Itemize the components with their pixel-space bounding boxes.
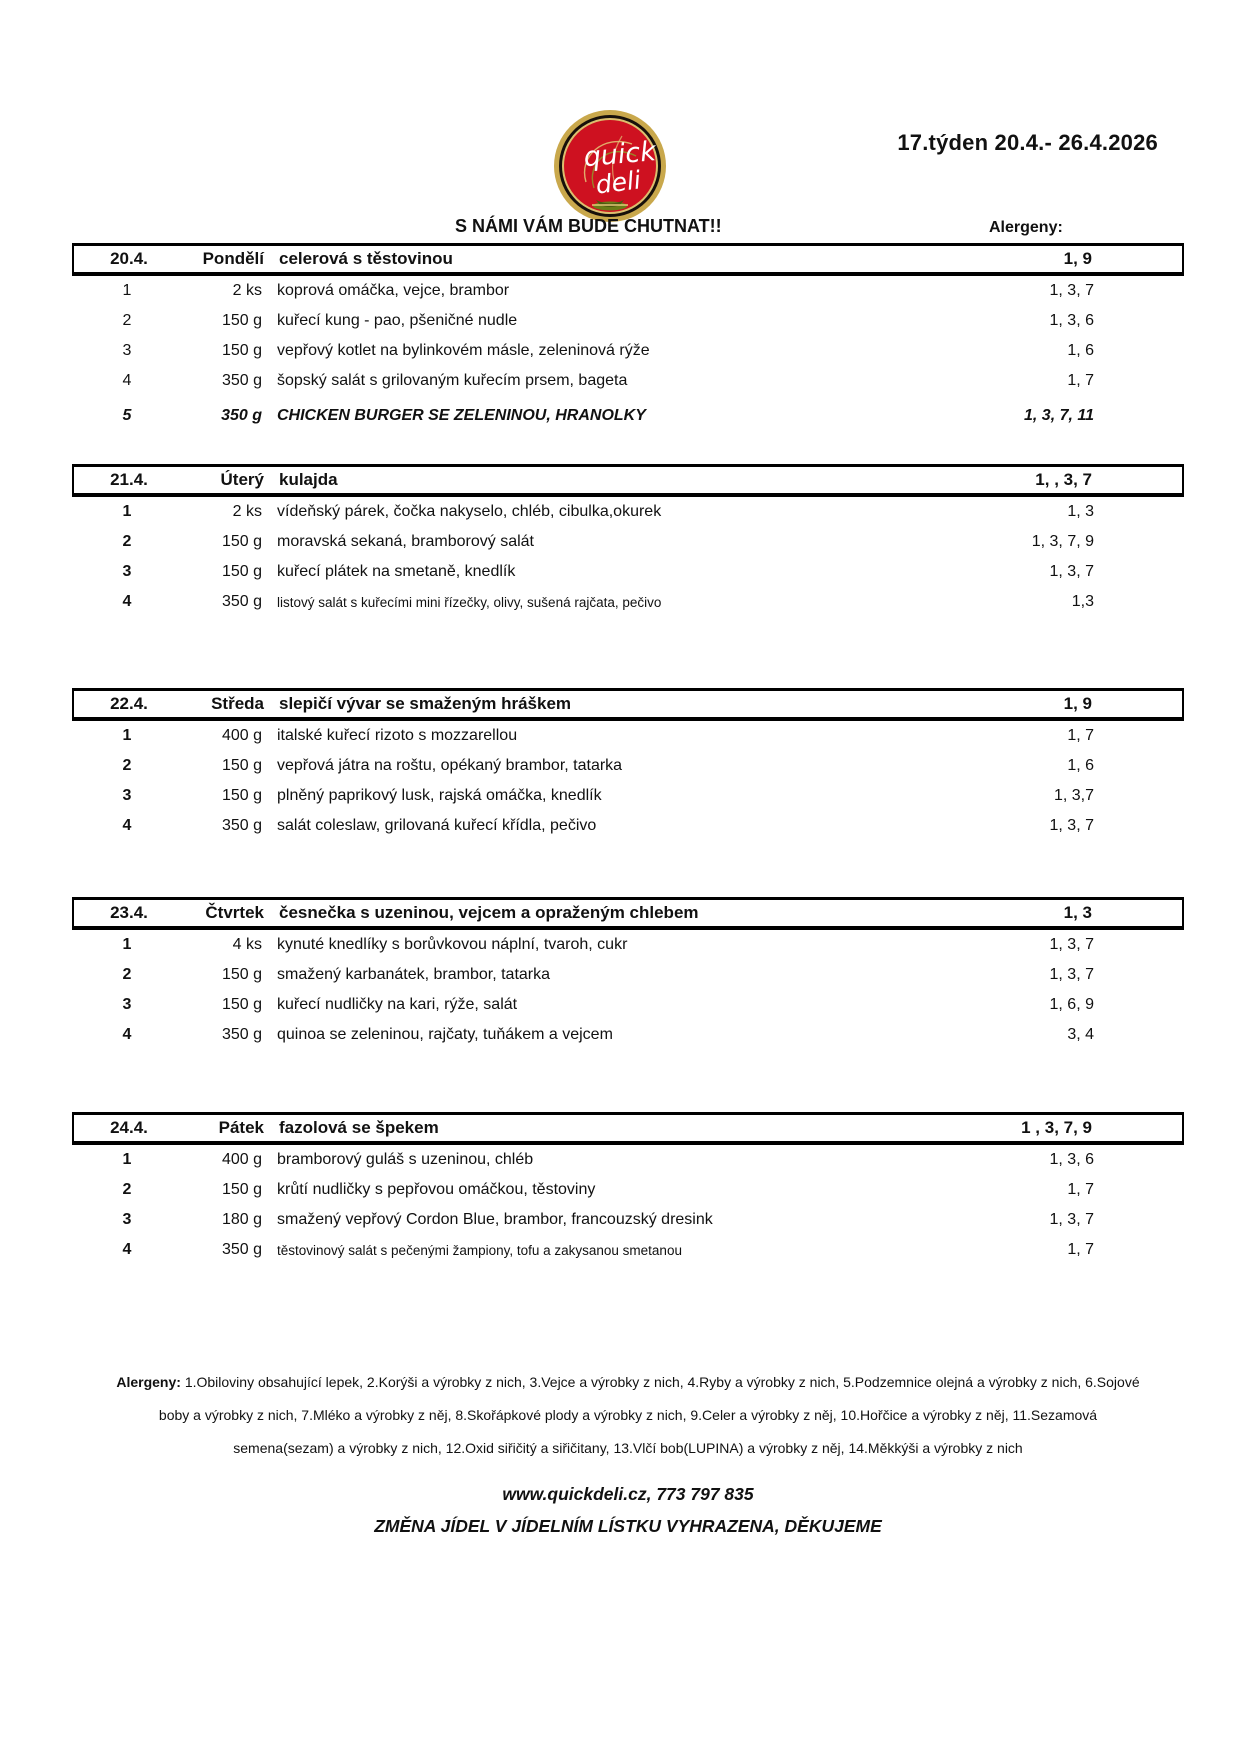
- menu-row: [72, 1145, 1184, 1175]
- soup-allergens: 1, 3: [1063, 903, 1092, 922]
- day-header: [72, 464, 1184, 497]
- allergen-legend: [72, 1366, 1184, 1465]
- day-name: Pátek: [218, 1118, 264, 1137]
- item-allergens: 1, 3: [1067, 503, 1094, 520]
- tagline: S NÁMI VÁM BUDE CHUTNAT!!: [455, 216, 722, 236]
- item-number: 3: [122, 563, 132, 580]
- item-allergens: 1, 6, 9: [1049, 996, 1094, 1013]
- contact-block: [72, 1478, 1184, 1542]
- allergens-column-label: Alergeny:: [989, 219, 1063, 236]
- item-quantity: 350 g: [221, 1241, 262, 1258]
- menu-row: [72, 587, 1184, 617]
- item-quantity: 150 g: [221, 342, 262, 359]
- item-number: 4: [122, 1241, 132, 1258]
- day-block-thursday: [72, 897, 1184, 1050]
- logo-word-quick: quick: [582, 136, 658, 174]
- menu-row: [72, 1020, 1184, 1050]
- item-number: 3: [122, 342, 132, 359]
- website-line: www.quickdeli.cz, 773 797 835: [502, 1484, 754, 1504]
- day-header: [72, 897, 1184, 930]
- item-quantity: 150 g: [221, 312, 262, 329]
- day-date: 21.4.: [110, 470, 148, 489]
- item-number: 2: [122, 1181, 132, 1198]
- item-number: 4: [122, 372, 132, 389]
- item-allergens: 1, 3, 6: [1049, 312, 1094, 329]
- menu-row: [72, 781, 1184, 811]
- notice-line: ZMĚNA JÍDEL V JÍDELNÍM LÍSTKU VYHRAZENA, DĚKUJEME: [374, 1516, 882, 1536]
- soup-allergens: 1, , 3, 7: [1035, 470, 1092, 489]
- menu-row: [72, 306, 1184, 336]
- item-dish: quinoa se zeleninou, rajčaty, tuňákem a vejcem: [277, 1026, 613, 1043]
- day-header: [72, 243, 1184, 276]
- item-dish: listový salát s kuřecími mini řízečky, olivy, sušená rajčata, pečivo: [277, 594, 662, 610]
- item-allergens: 1, 3, 7: [1049, 966, 1094, 983]
- soup-allergens: 1, 9: [1063, 249, 1092, 268]
- item-number: 5: [122, 407, 132, 424]
- item-number: 3: [122, 996, 132, 1013]
- item-dish: těstovinový salát s pečenými žampiony, tofu a zakysanou smetanou: [277, 1242, 682, 1258]
- menu-row: [72, 960, 1184, 990]
- item-dish: bramborový guláš s uzeninou, chléb: [277, 1151, 534, 1168]
- item-number: 4: [122, 817, 132, 834]
- item-allergens: 1, 3, 7, 11: [1024, 407, 1094, 424]
- item-allergens: 1, 3, 7: [1049, 817, 1094, 834]
- item-number: 4: [122, 1026, 132, 1043]
- day-header: [72, 1112, 1184, 1145]
- item-dish: smažený vepřový Cordon Blue, brambor, francouzský dresink: [277, 1211, 713, 1228]
- item-number: 2: [122, 533, 132, 550]
- item-quantity: 4 ks: [232, 936, 262, 953]
- menu-row: [72, 527, 1184, 557]
- item-quantity: 350 g: [221, 1026, 262, 1043]
- item-dish: smažený karbanátek, brambor, tatarka: [277, 966, 551, 983]
- item-quantity: 150 g: [221, 996, 262, 1013]
- soup-allergens: 1 , 3, 7, 9: [1021, 1118, 1092, 1137]
- item-number: 1: [122, 727, 132, 744]
- item-allergens: 1, 7: [1067, 372, 1094, 389]
- item-dish: plněný paprikový lusk, rajská omáčka, knedlík: [277, 787, 602, 804]
- page-header: [0, 0, 1240, 243]
- item-dish: šopský salát s grilovaným kuřecím prsem, bageta: [277, 372, 628, 389]
- menu-row: [72, 930, 1184, 960]
- allergen-legend-line: semena(sezam) a výrobky z nich, 12.Oxid siřičitý a siřičitany, 13.Vlčí bob(LUPINA) a výrobky z něj, 14.Měkkýši a výrobky z nich: [233, 1440, 1023, 1456]
- soup-allergens: 1, 9: [1063, 694, 1092, 713]
- item-number: 1: [122, 282, 132, 299]
- item-quantity: 400 g: [221, 727, 262, 744]
- item-allergens: 1, 3, 7, 9: [1031, 533, 1094, 550]
- item-allergens: 1, 7: [1067, 1241, 1094, 1258]
- item-quantity: 150 g: [221, 757, 262, 774]
- item-number: 4: [122, 593, 132, 610]
- item-dish: CHICKEN BURGER SE ZELENINOU, HRANOLKY: [277, 407, 646, 424]
- day-date: 23.4.: [110, 903, 148, 922]
- day-block-friday: [72, 1112, 1184, 1265]
- item-dish: vepřová játra na roštu, opékaný brambor, tatarka: [277, 757, 623, 774]
- menu-row: [72, 990, 1184, 1020]
- item-quantity: 2 ks: [232, 503, 262, 520]
- menu-row: [72, 497, 1184, 527]
- item-quantity: 150 g: [221, 966, 262, 983]
- item-number: 1: [122, 936, 132, 953]
- menu-row: [72, 721, 1184, 751]
- item-allergens: 1, 6: [1067, 757, 1094, 774]
- allergen-legend-label: Alergeny:: [116, 1374, 181, 1390]
- item-dish: vepřový kotlet na bylinkovém másle, zeleninová rýže: [277, 342, 650, 359]
- item-allergens: 1, 3, 7: [1049, 563, 1094, 580]
- day-name: Úterý: [220, 470, 264, 489]
- item-allergens: 1, 3, 7: [1049, 936, 1094, 953]
- day-block-tuesday: [72, 464, 1184, 617]
- soup-name: celerová s těstovinou: [279, 249, 453, 268]
- item-dish: vídeňský párek, čočka nakyselo, chléb, cibulka,okurek: [277, 503, 662, 520]
- item-allergens: 1, 3, 7: [1049, 1211, 1094, 1228]
- item-dish: koprová omáčka, vejce, brambor: [277, 282, 510, 299]
- item-quantity: 350 g: [221, 407, 262, 424]
- item-number: 1: [122, 503, 132, 520]
- item-allergens: 1, 3,7: [1053, 787, 1094, 804]
- item-allergens: 3, 4: [1067, 1026, 1094, 1043]
- item-quantity: 150 g: [221, 787, 262, 804]
- item-dish: kuřecí kung - pao, pšeničné nudle: [277, 312, 518, 329]
- allergen-legend-line: Alergeny: 1.Obiloviny obsahující lepek, 2.Korýši a výrobky z nich, 3.Vejce a výrobky z nich, 4.Ryby a výrobky z nich, 5.Podzemnice olejná a výrobky z nich, 6.Sojové: [116, 1374, 1140, 1390]
- item-allergens: 1, 3, 7: [1049, 282, 1094, 299]
- menu-row: [72, 276, 1184, 306]
- item-number: 3: [122, 787, 132, 804]
- item-quantity: 400 g: [221, 1151, 262, 1168]
- day-name: Čtvrtek: [205, 903, 264, 922]
- quickdeli-logo-icon: [552, 108, 668, 224]
- item-quantity: 150 g: [221, 563, 262, 580]
- day-block-monday: [72, 243, 1184, 431]
- item-quantity: 150 g: [221, 533, 262, 550]
- day-date: 24.4.: [110, 1118, 148, 1137]
- item-allergens: 1, 3, 6: [1049, 1151, 1094, 1168]
- day-date: 20.4.: [110, 249, 148, 268]
- item-allergens: 1, 6: [1067, 342, 1094, 359]
- item-allergens: 1, 7: [1067, 727, 1094, 744]
- week-title: 17.týden 20.4.- 26.4.2026: [897, 130, 1158, 155]
- weekly-menu: [72, 243, 1184, 1265]
- item-dish: kynuté knedlíky s borůvkovou náplní, tvaroh, cukr: [277, 936, 628, 953]
- menu-row: [72, 336, 1184, 366]
- item-number: 2: [122, 312, 132, 329]
- item-quantity: 350 g: [221, 593, 262, 610]
- item-allergens: 1, 7: [1067, 1181, 1094, 1198]
- menu-row: [72, 1235, 1184, 1265]
- soup-name: slepičí vývar se smaženým hráškem: [279, 694, 572, 713]
- item-dish: kuřecí plátek na smetaně, knedlík: [277, 563, 516, 580]
- day-block-wednesday: [72, 688, 1184, 841]
- menu-row: [72, 557, 1184, 587]
- item-dish: moravská sekaná, bramborový salát: [277, 533, 534, 550]
- item-allergens: 1,3: [1071, 593, 1094, 610]
- item-quantity: 350 g: [221, 372, 262, 389]
- item-number: 3: [122, 1211, 132, 1228]
- item-dish: italské kuřecí rizoto s mozzarellou: [277, 727, 518, 744]
- soup-name: kulajda: [279, 470, 338, 489]
- day-name: Středa: [211, 694, 264, 713]
- item-quantity: 180 g: [221, 1211, 262, 1228]
- soup-name: česnečka s uzeninou, vejcem a opraženým chlebem: [279, 903, 699, 922]
- item-quantity: 350 g: [221, 817, 262, 834]
- menu-row: [72, 366, 1184, 396]
- day-date: 22.4.: [110, 694, 148, 713]
- item-number: 2: [122, 966, 132, 983]
- soup-name: fazolová se špekem: [279, 1118, 439, 1137]
- day-header: [72, 688, 1184, 721]
- menu-row: [72, 751, 1184, 781]
- day-name: Pondělí: [202, 249, 264, 268]
- logo-word-deli: deli: [594, 165, 643, 200]
- item-number: 1: [122, 1151, 132, 1168]
- item-number: 2: [122, 757, 132, 774]
- allergen-legend-line: boby a výrobky z nich, 7.Mléko a výrobky z něj, 8.Skořápkové plody a výrobky z nich, 9.Celer a výrobky z něj, 10.Hořčice a výrobky z něj, 11.Sezamová: [158, 1407, 1098, 1423]
- item-quantity: 2 ks: [232, 282, 262, 299]
- item-dish: krůtí nudličky s pepřovou omáčkou, těstoviny: [277, 1181, 596, 1198]
- item-dish: salát coleslaw, grilovaná kuřecí křídla, pečivo: [277, 817, 597, 834]
- menu-row-special: [72, 401, 1184, 431]
- menu-row: [72, 811, 1184, 841]
- item-dish: kuřecí nudličky na kari, rýže, salát: [277, 996, 518, 1013]
- item-quantity: 150 g: [221, 1181, 262, 1198]
- menu-row: [72, 1205, 1184, 1235]
- menu-row: [72, 1175, 1184, 1205]
